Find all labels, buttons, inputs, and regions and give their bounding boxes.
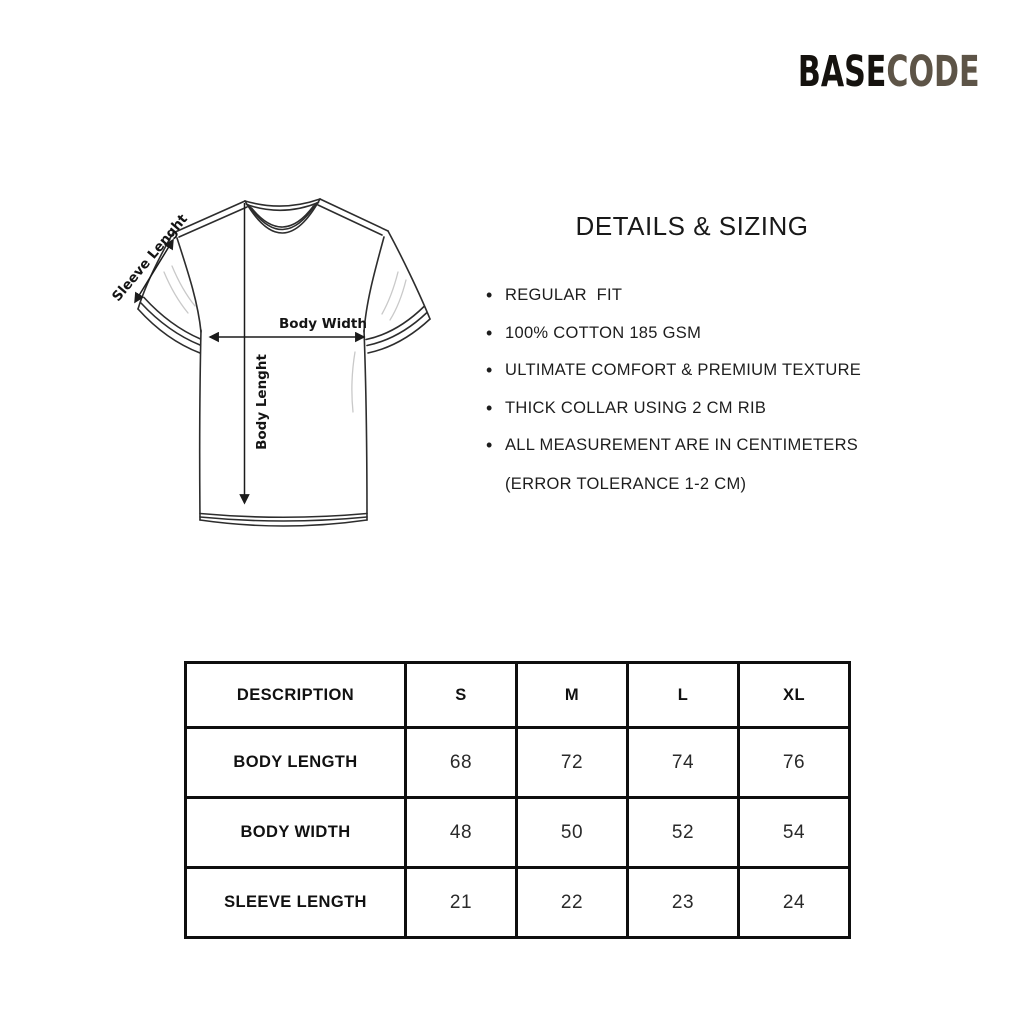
details-sizing-title: DETAILS & SIZING bbox=[575, 211, 809, 241]
table-cell: 23 bbox=[628, 868, 739, 938]
row-label: BODY LENGTH bbox=[186, 728, 406, 798]
table-cell: 74 bbox=[628, 728, 739, 798]
table-cell: 21 bbox=[406, 868, 517, 938]
table-cell: 68 bbox=[406, 728, 517, 798]
body-width-label: Body Width bbox=[279, 316, 367, 332]
bullet-measurement: • ALL MEASUREMENT ARE IN CENTIMETERS bbox=[484, 427, 861, 465]
size-table bbox=[184, 661, 851, 939]
brand-logo bbox=[798, 47, 980, 97]
table-row-body-width bbox=[186, 798, 850, 868]
row-label: SLEEVE LENGTH bbox=[186, 868, 406, 938]
bullet-regular-fit: • REGULAR FIT bbox=[484, 277, 861, 315]
tshirt-diagram bbox=[100, 180, 460, 560]
table-cell: 48 bbox=[406, 798, 517, 868]
header-size-m: M bbox=[517, 663, 628, 728]
table-cell: 72 bbox=[517, 728, 628, 798]
details-bullet-list bbox=[484, 277, 861, 465]
table-cell: 52 bbox=[628, 798, 739, 868]
table-header-row bbox=[186, 663, 850, 728]
header-size-s: S bbox=[406, 663, 517, 728]
table-row-body-length bbox=[186, 728, 850, 798]
table-cell: 76 bbox=[739, 728, 850, 798]
measurement-arrows bbox=[135, 203, 364, 503]
table-cell: 54 bbox=[739, 798, 850, 868]
row-label: BODY WIDTH bbox=[186, 798, 406, 868]
bullet-comfort: • ULTIMATE COMFORT & PREMIUM TEXTURE bbox=[484, 352, 861, 390]
table-cell: 50 bbox=[517, 798, 628, 868]
table-cell: 24 bbox=[739, 868, 850, 938]
header-size-l: L bbox=[628, 663, 739, 728]
brand-logo-code: CODE bbox=[886, 47, 980, 97]
tshirt-outline bbox=[138, 199, 430, 526]
body-length-label: Body Lenght bbox=[254, 354, 270, 450]
brand-logo-base: BASE bbox=[798, 47, 887, 97]
header-size-xl: XL bbox=[739, 663, 850, 728]
header-description: DESCRIPTION bbox=[186, 663, 406, 728]
bullet-cotton: • 100% COTTON 185 GSM bbox=[484, 315, 861, 353]
bullet-measurement-continuation: (ERROR TOLERANCE 1-2 CM) bbox=[505, 475, 747, 493]
table-row-sleeve-length bbox=[186, 868, 850, 938]
bullet-collar: • THICK COLLAR USING 2 CM RIB bbox=[484, 390, 861, 428]
sleeve-length-label: Sleeve Lenght bbox=[109, 211, 191, 305]
table-cell: 22 bbox=[517, 868, 628, 938]
